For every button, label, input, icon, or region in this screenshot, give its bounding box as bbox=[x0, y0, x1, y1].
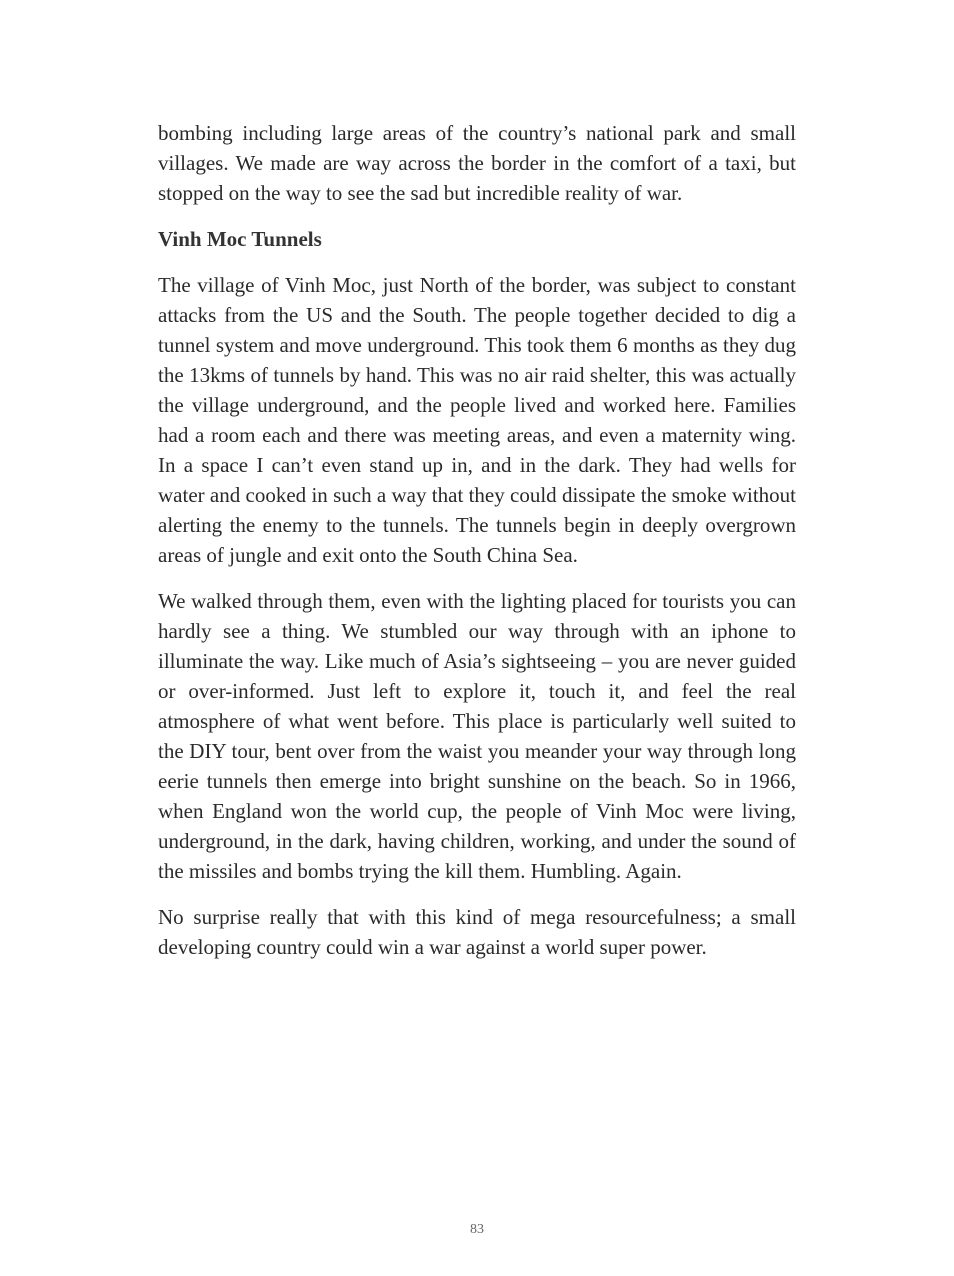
paragraph-tunnels: The village of Vinh Moc, just North of the border, was subject to constant attacks from the US and the South. The people together decided to dig a tunnel system and move underground. This took them 6 months as they dug the 13kms of tunnels by hand. This was no air raid shelter, this was actually the village underground, and the people lived and worked here. Families had a room each and there was meeting areas, and even a maternity wing. In a space I can’t even stand up in, and in the dark. They had wells for water and cooked in such a way that they could dissipate the smoke without alerting the enemy to the tunnels. The tunnels begin in deeply overgrown areas of jungle and exit onto the South China Sea. bbox=[158, 273, 796, 567]
page-number: 83 bbox=[470, 1222, 484, 1237]
section-heading: Vinh Moc Tunnels bbox=[158, 227, 322, 251]
paragraph-conclusion: No surprise really that with this kind of mega resourcefulness; a small developing country could win a war against a world super power. bbox=[158, 905, 796, 959]
paragraph-walk: We walked through them, even with the lighting placed for tourists you can hardly see a thing. We stumbled our way through with an iphone to illuminate the way. Like much of Asia’s sightseeing – you are never guided or over-informed. Just left to explore it, touch it, and feel the real atmosphere of what went before. This place is particularly well suited to the DIY tour, bent over from the waist you meander your way through long eerie tunnels then emerge into bright sunshine on the beach. So in 1966, when England won the world cup, the people of Vinh Moc were living, underground, in the dark, having children, working, and under the sound of the missiles and bombs trying the kill them. Humbling. Again. bbox=[158, 589, 796, 883]
paragraph-intro: bombing including large areas of the country’s national park and small villages. We made are way across the border in the comfort of a taxi, but stopped on the way to see the sad but incredible reality of war. bbox=[158, 121, 796, 205]
page-body bbox=[158, 118, 796, 978]
